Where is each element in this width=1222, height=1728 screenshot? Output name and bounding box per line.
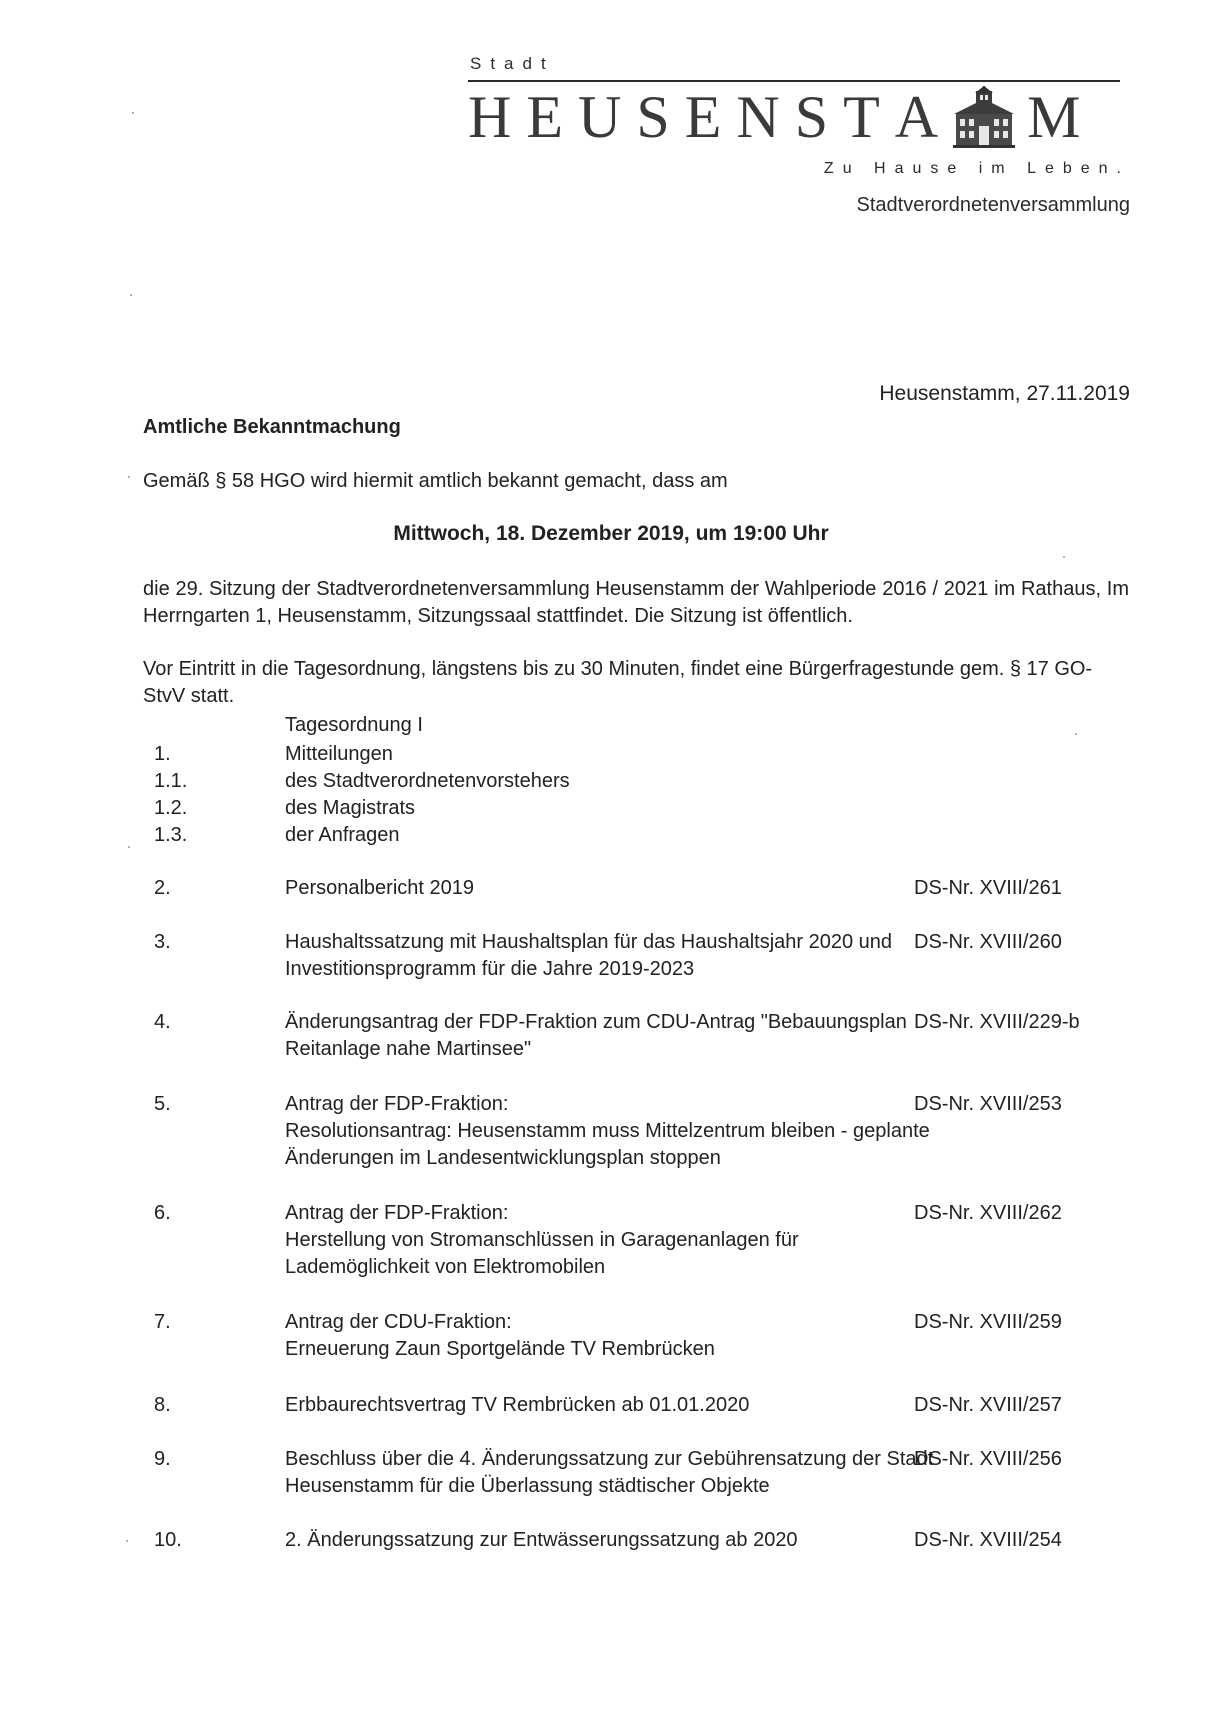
agenda-item-number: 5. [154, 1093, 171, 1115]
agenda-item-line: Antrag der FDP-Fraktion: [285, 1093, 509, 1115]
document-title: Amtliche Bekanntmachung [143, 416, 401, 438]
scan-speck [130, 294, 132, 296]
letterhead-letter: M [1027, 84, 1096, 150]
ds-number: DS-Nr. XVIII/229-b [914, 1011, 1080, 1033]
letterhead-letter: A [894, 84, 954, 150]
agenda-item-text [285, 822, 895, 849]
letterhead-rule [468, 80, 1120, 82]
agenda-item-line: Antrag der FDP-Fraktion: [285, 1202, 509, 1224]
agenda-item-line: Antrag der CDU-Fraktion: [285, 1311, 512, 1333]
agenda-item-line: Resolutionsantrag: Heusenstamm muss Mittelzentrum bleiben - geplante [285, 1120, 930, 1142]
agenda-item-number: 8. [154, 1394, 171, 1416]
letterhead-letter: S [636, 84, 685, 150]
session-paragraph: die 29. Sitzung der Stadtverordnetenversammlung Heusenstamm der Wahlperiode 2016 / 2021 im Rathaus, Im Herrngarten 1, Heusenstamm, Sitzungssaal stattfindet. Die Sitzung ist öffentlich. [143, 578, 1129, 627]
agenda-heading: Tagesordnung I [285, 714, 423, 736]
letterhead-letter: U [578, 84, 637, 150]
agenda-item-line: Herstellung von Stromanschlüssen in Garagenanlagen für [285, 1229, 799, 1251]
agenda-item-number: 6. [154, 1202, 171, 1224]
agenda-item-number: 4. [154, 1011, 171, 1033]
scan-speck [132, 112, 134, 114]
meeting-datetime: Mittwoch, 18. Dezember 2019, um 19:00 Uhr [393, 522, 829, 545]
agenda-item-number: 2. [154, 877, 171, 899]
agenda-item-text [285, 795, 895, 822]
scan-speck [126, 1540, 128, 1542]
agenda-item-text [285, 929, 895, 983]
agenda-item-line: 2. Änderungssatzung zur Entwässerungssatzung ab 2020 [285, 1529, 798, 1551]
agenda-item-number: 7. [154, 1311, 171, 1333]
agenda-item-line: Personalbericht 2019 [285, 877, 475, 899]
letterhead-tagline: Zu Hause im Leben. [823, 160, 1130, 177]
agenda-item-number: 10. [154, 1529, 182, 1551]
scan-speck [1063, 556, 1065, 558]
letterhead-department: Stadtverordnetenversammlung [856, 194, 1130, 216]
agenda-item-line: Änderungsantrag der FDP-Fraktion zum CDU-Antrag "Bebauungsplan [285, 1011, 907, 1033]
agenda-item-text [285, 1009, 907, 1063]
letterhead-letter: T [843, 84, 895, 150]
ds-number: DS-Nr. XVIII/257 [914, 1394, 1062, 1416]
agenda-item-line: des Magistrats [285, 797, 416, 819]
agenda-item-line: Reitanlage nahe Martinsee" [285, 1038, 532, 1060]
ds-number: DS-Nr. XVIII/260 [914, 931, 1062, 953]
agenda-item-text [285, 1309, 895, 1363]
ds-number: DS-Nr. XVIII/256 [914, 1448, 1062, 1470]
agenda-item-text [285, 875, 895, 902]
agenda-item-text [285, 1091, 930, 1172]
agenda-item-line: Investitionsprogramm für die Jahre 2019-2023 [285, 958, 695, 980]
ds-number: DS-Nr. XVIII/253 [914, 1093, 1062, 1115]
scan-speck [128, 846, 130, 848]
agenda-item-number: 1.2. [154, 797, 188, 819]
agenda-item-line: des Stadtverordnetenvorstehers [285, 770, 570, 792]
agenda-item-number: 3. [154, 931, 171, 953]
citizen-question-paragraph: Vor Eintritt in die Tagesordnung, längstens bis zu 30 Minuten, findet eine Bürgerfragestunde gem. § 17 GO-StvV statt. [143, 658, 1093, 707]
agenda-item-line: Haushaltssatzung mit Haushaltsplan für das Haushaltsjahr 2020 und [285, 931, 893, 953]
scan-speck [1075, 733, 1077, 735]
agenda-item-number: 9. [154, 1448, 171, 1470]
letterhead-letter: S [794, 84, 844, 150]
document-date: Heusenstamm, 27.11.2019 [879, 382, 1130, 405]
agenda-item-text [285, 1392, 895, 1419]
letterhead-letter: E [684, 84, 737, 150]
agenda-item-line: der Anfragen [285, 824, 400, 846]
agenda-item-line: Heusenstamm für die Überlassung städtischer Objekte [285, 1475, 770, 1497]
ds-number: DS-Nr. XVIII/261 [914, 877, 1062, 899]
letterhead-letter: H [468, 84, 527, 150]
letterhead-stadt: Stadt [470, 54, 555, 73]
letterhead-city-name [468, 86, 1095, 148]
castle-icon [953, 86, 1015, 148]
ds-number: DS-Nr. XVIII/262 [914, 1202, 1062, 1224]
agenda-item-number: 1. [154, 743, 171, 765]
agenda-item-line: Änderungen im Landesentwicklungsplan stoppen [285, 1147, 721, 1169]
agenda-item-text [285, 741, 895, 768]
agenda-item-line: Beschluss über die 4. Änderungssatzung zur Gebührensatzung der Stadt [285, 1448, 934, 1470]
ds-number: DS-Nr. XVIII/254 [914, 1529, 1062, 1551]
agenda-item-text [285, 1200, 895, 1281]
agenda-item-line: Lademöglichkeit von Elektromobilen [285, 1256, 606, 1278]
intro-text: Gemäß § 58 HGO wird hiermit amtlich bekannt gemacht, dass am [143, 470, 728, 492]
agenda-item-line: Mitteilungen [285, 743, 393, 765]
letterhead-letter: E [526, 84, 578, 150]
agenda-item-line: Erbbaurechtsvertrag TV Rembrücken ab 01.01.2020 [285, 1394, 750, 1416]
letterhead-letter: N [736, 84, 795, 150]
agenda-item-text [285, 1446, 934, 1500]
ds-number: DS-Nr. XVIII/259 [914, 1311, 1062, 1333]
agenda-item-line: Erneuerung Zaun Sportgelände TV Rembrücken [285, 1338, 715, 1360]
scan-speck [128, 476, 130, 478]
agenda-item-number: 1.1. [154, 770, 188, 792]
agenda-item-text [285, 1527, 895, 1554]
agenda-item-text [285, 768, 895, 795]
agenda-item-number: 1.3. [154, 824, 188, 846]
